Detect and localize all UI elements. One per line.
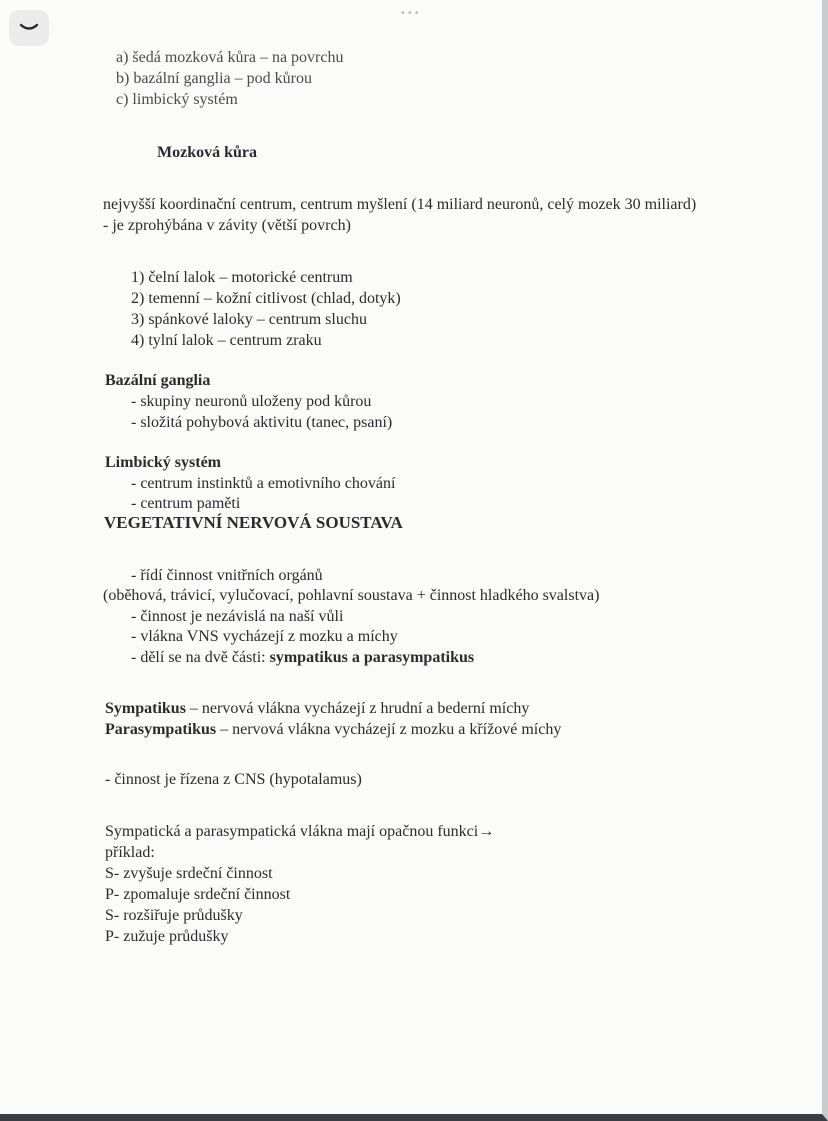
sympatikus-term: Sympatikus <box>105 700 186 717</box>
part-c: c) limbický systém <box>116 91 238 108</box>
lobe-1: 1) čelní lalok – motorické centrum <box>131 269 353 286</box>
parasympatikus-term: Parasympatikus <box>105 721 217 738</box>
vns-heading: VEGETATIVNÍ NERVOVÁ SOUSTAVA <box>104 513 403 532</box>
cortex-heading: Mozková kůra <box>157 144 257 161</box>
limbic-line-1: - centrum instinktů a emotivního chování <box>131 475 396 492</box>
vns-line-3: - činnost je nezávislá na naší vůli <box>131 608 344 625</box>
parasympatikus-definition: – nervová vlákna vycházejí z mozku a křížové míchy <box>216 721 562 738</box>
vns-line-5 <box>131 648 474 668</box>
cortex-line-2: - je zprohýbána v závity (větší povrch) <box>103 217 351 234</box>
example-label: příklad: <box>105 844 155 861</box>
part-a: a) šedá mozková kůra – na povrchu <box>116 49 344 66</box>
ganglia-line-1: - skupiny neuronů uloženy pod kůrou <box>131 393 372 410</box>
lobe-2: 2) temenní – kožní citlivost (chlad, dotyk) <box>131 290 401 307</box>
ganglia-line-2: - složitá pohybová aktivitu (tanec, psaní) <box>131 414 393 431</box>
example-4: P- zužuje průdušky <box>105 928 229 945</box>
vns-line-4: - vlákna VNS vycházejí z mozku a míchy <box>131 628 398 645</box>
sympatikus-definition: – nervová vlákna vycházejí z hrudní a bederní míchy <box>185 700 530 717</box>
example-2: P- zpomaluje srdeční činnost <box>105 886 291 903</box>
example-3: S- rozšiřuje průdušky <box>105 907 243 924</box>
vns-line-5-bold: sympatikus a parasympatikus <box>269 649 475 666</box>
chevron-down-icon <box>18 22 40 34</box>
vns-line-5-prefix: - dělí se na dvě části: <box>131 649 270 666</box>
part-b: b) bazální ganglia – pod kůrou <box>116 70 312 87</box>
limbic-line-2: - centrum paměti <box>131 495 241 512</box>
more-options-icon[interactable]: ••• <box>400 8 421 19</box>
lobe-3: 3) spánkové laloky – centrum sluchu <box>131 311 367 328</box>
parasympatikus-line <box>105 720 561 740</box>
limbic-heading: Limbický systém <box>105 454 221 471</box>
vns-line-2: (oběhová, trávicí, vylučovací, pohlavní soustava + činnost hladkého svalstva) <box>103 587 600 604</box>
vns-line-1: - řídí činnost vnitřních orgánů <box>131 567 323 584</box>
ganglia-heading: Bazální ganglia <box>105 372 211 389</box>
opposite-function-line: Sympatická a parasympatická vlákna mají opačnou funkci→ <box>105 823 495 840</box>
lobe-4: 4) tylní lalok – centrum zraku <box>131 332 322 349</box>
sympatikus-line <box>105 699 529 719</box>
example-1: S- zvyšuje srdeční činnost <box>105 865 273 882</box>
cns-line: - činnost je řízena z CNS (hypotalamus) <box>105 771 362 788</box>
cortex-line-1: nejvyšší koordinační centrum, centrum myšlení (14 miliard neuronů, celý mozek 30 miliard) <box>103 196 697 213</box>
back-button[interactable] <box>9 10 49 46</box>
